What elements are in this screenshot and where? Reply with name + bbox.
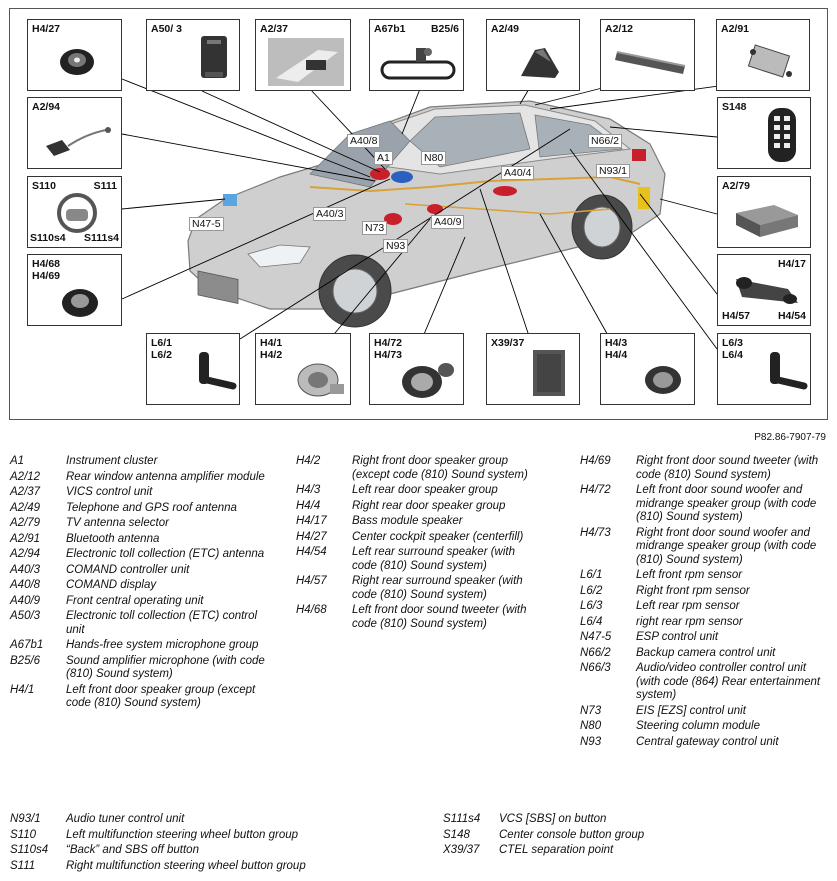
legend-description: Left front door speaker group (except code (810) Sound system) bbox=[66, 683, 256, 709]
legend-entry bbox=[580, 631, 825, 645]
callout-a2-79 bbox=[717, 176, 811, 248]
module-blue-2 bbox=[223, 194, 237, 206]
legend-entry bbox=[10, 655, 265, 682]
control-unit-icon bbox=[197, 32, 231, 84]
car-tag-a40-9: A40/9 bbox=[431, 215, 464, 229]
rear-speaker-icon bbox=[641, 360, 687, 400]
callout-label: H4/1 bbox=[260, 337, 283, 349]
legend-description: Right rear surround speaker (with code (810) Sound system) bbox=[352, 575, 523, 601]
legend-code: H4/68 bbox=[296, 604, 327, 616]
callout-label: A2/12 bbox=[605, 23, 634, 35]
car-tag-n93-1: N93/1 bbox=[596, 164, 630, 178]
legend-code: H4/3 bbox=[296, 484, 321, 496]
legend-entry bbox=[580, 569, 825, 583]
legend-description: Rear window antenna amplifier module bbox=[66, 470, 265, 483]
legend-code: N93/1 bbox=[10, 813, 41, 825]
legend-description: Right front door sound woofer and midrange speaker group (with code (810) Sound system) bbox=[636, 526, 817, 566]
legend-code: N47-5 bbox=[580, 631, 612, 643]
legend-description: Bass module speaker bbox=[352, 515, 463, 527]
wiring-location-diagram bbox=[9, 8, 828, 420]
callout-l6-1 bbox=[146, 333, 240, 405]
callout-label: L6/2 bbox=[151, 349, 173, 361]
tv-selector-icon bbox=[730, 199, 802, 241]
car-tag-a1: A1 bbox=[374, 151, 393, 165]
callout-label: H4/68 bbox=[32, 258, 61, 270]
legend-entry bbox=[580, 455, 825, 482]
legend-entry bbox=[10, 610, 265, 637]
callout-label: A2/49 bbox=[491, 23, 520, 35]
legend-column-5 bbox=[443, 813, 823, 860]
car-tag-n93: N93 bbox=[383, 239, 408, 253]
callout-label: X39/37 bbox=[491, 337, 525, 349]
legend-description: Left front door sound woofer and midrange speaker group (with code (810) Sound system) bbox=[636, 484, 817, 523]
legend-entry bbox=[296, 531, 536, 545]
legend-description: CTEL separation point bbox=[499, 844, 614, 856]
legend-entry bbox=[296, 604, 536, 631]
callout-steering bbox=[27, 176, 122, 248]
legend-description: Right front door speaker group (except code (810) Sound system) bbox=[352, 455, 528, 481]
legend-description: Audio/video controller control unit (with code (864) Rear entertainment system) bbox=[636, 662, 821, 701]
vics-unit-icon bbox=[268, 38, 344, 86]
legend-description: Instrument cluster bbox=[66, 455, 158, 467]
legend-code: A2/49 bbox=[10, 501, 41, 514]
legend-code: N93 bbox=[580, 735, 602, 748]
tweeter-icon bbox=[58, 283, 104, 323]
legend-entry bbox=[580, 600, 825, 614]
speaker-icon bbox=[56, 42, 98, 84]
legend-code: H4/72 bbox=[580, 484, 611, 496]
legend-code: L6/3 bbox=[580, 600, 603, 612]
legend-column-3 bbox=[580, 455, 825, 751]
callout-label: L6/3 bbox=[722, 337, 744, 349]
legend-description: Electronic toll collection (ETC) antenna bbox=[66, 548, 265, 560]
car-tag-a40-4: A40/4 bbox=[501, 166, 534, 180]
legend-code: A67b1 bbox=[10, 639, 44, 651]
legend-code: X39/37 bbox=[443, 844, 480, 856]
legend-description: Bluetooth antenna bbox=[66, 532, 160, 545]
callout-label: S110 bbox=[32, 180, 56, 192]
legend-code: H4/69 bbox=[580, 455, 611, 467]
legend-entry bbox=[580, 720, 825, 734]
steering-wheel-icon bbox=[54, 191, 100, 235]
car-tag-a40-3: A40/3 bbox=[313, 207, 346, 221]
car-tag-n66-2: N66/2 bbox=[588, 134, 622, 148]
legend-entry bbox=[443, 844, 823, 858]
legend-column-1 bbox=[10, 455, 265, 713]
callout-label: L6/1 bbox=[151, 337, 173, 349]
legend-code: H4/17 bbox=[296, 515, 327, 527]
legend-description: Sound amplifier microphone (with code (810) Sound system) bbox=[66, 654, 265, 680]
legend-code: H4/73 bbox=[580, 526, 611, 539]
legend-code: A50/3 bbox=[10, 610, 41, 622]
legend-entry bbox=[10, 455, 265, 469]
legend-entry bbox=[10, 502, 265, 516]
legend-entry bbox=[443, 829, 823, 843]
legend-entry bbox=[296, 500, 536, 514]
callout-label: H4/2 bbox=[260, 349, 283, 361]
legend-description: Left front rpm sensor bbox=[636, 569, 743, 581]
legend-code: A40/8 bbox=[10, 579, 41, 591]
car-tag-n80: N80 bbox=[421, 151, 446, 165]
legend-entry bbox=[10, 471, 265, 485]
legend-description: Left rear door speaker group bbox=[352, 484, 498, 496]
callout-label: H4/57 bbox=[722, 310, 751, 322]
legend-code: N66/3 bbox=[580, 662, 611, 674]
legend-entry bbox=[10, 533, 265, 547]
legend-code: S148 bbox=[443, 828, 470, 841]
legend-entry bbox=[580, 484, 825, 525]
legend-description: VCS [SBS] on button bbox=[499, 813, 607, 825]
legend-code: A2/91 bbox=[10, 532, 41, 545]
legend-entry bbox=[580, 616, 825, 630]
roof-antenna-icon bbox=[515, 40, 565, 84]
legend-description: TV antenna selector bbox=[66, 517, 169, 529]
legend-description: right rear rpm sensor bbox=[636, 615, 743, 628]
callout-label: H4/17 bbox=[777, 258, 806, 270]
legend-code: A2/79 bbox=[10, 517, 41, 529]
legend-code: N80 bbox=[580, 720, 602, 732]
callout-label: S111s4 bbox=[83, 232, 119, 244]
legend-code: H4/54 bbox=[296, 546, 327, 558]
legend-code: H4/4 bbox=[296, 499, 321, 512]
legend-code: H4/57 bbox=[296, 575, 327, 587]
legend-code: N73 bbox=[580, 704, 602, 717]
legend-code: N66/2 bbox=[580, 646, 611, 659]
callout-label: S110s4 bbox=[30, 232, 66, 244]
callout-label: A67b1 bbox=[374, 23, 406, 35]
legend-description: Center console button group bbox=[499, 828, 645, 841]
callout-label: L6/4 bbox=[722, 349, 744, 361]
legend-entry bbox=[10, 517, 265, 531]
legend-code: A2/12 bbox=[10, 470, 41, 483]
legend-code: B25/6 bbox=[10, 654, 41, 667]
rpm-sensor-icon bbox=[764, 348, 808, 394]
legend-description: Backup camera control unit bbox=[636, 646, 776, 659]
callout-h4-3 bbox=[600, 333, 695, 405]
callout-label: A2/37 bbox=[260, 23, 289, 35]
legend-entry bbox=[580, 585, 825, 599]
module-yellow bbox=[638, 187, 650, 209]
legend-description: VICS control unit bbox=[66, 486, 153, 498]
callout-label: H4/69 bbox=[32, 270, 61, 282]
callout-label: H4/73 bbox=[374, 349, 403, 361]
callout-label: A50/ 3 bbox=[151, 23, 182, 35]
callout-l6-3 bbox=[717, 333, 811, 405]
callout-x39-37 bbox=[486, 333, 580, 405]
legend-entry bbox=[580, 736, 825, 750]
legend-code: S111 bbox=[10, 859, 36, 872]
legend-code: S110s4 bbox=[10, 844, 49, 856]
legend-code: L6/1 bbox=[580, 569, 603, 581]
module-red-5 bbox=[632, 149, 646, 161]
door-speaker-icon bbox=[292, 356, 348, 400]
legend-entry bbox=[296, 484, 536, 498]
legend-description: Left rear rpm sensor bbox=[636, 600, 740, 612]
legend-code: L6/4 bbox=[580, 615, 603, 628]
woofer-icon bbox=[396, 358, 458, 402]
callout-label: H4/3 bbox=[605, 337, 628, 349]
legend-code: A2/37 bbox=[10, 486, 41, 498]
separation-point-icon bbox=[527, 346, 571, 402]
legend-code: A2/94 bbox=[10, 548, 41, 560]
callout-a2-49 bbox=[486, 19, 580, 91]
callout-label: S148 bbox=[722, 101, 747, 113]
mirror-icon bbox=[378, 44, 458, 84]
legend-description: Right multifunction steering wheel button group bbox=[66, 859, 306, 872]
legend-code: L6/2 bbox=[580, 584, 603, 597]
legend-entry bbox=[10, 579, 265, 593]
legend-description: Electronic toll collection (ETC) control unit bbox=[66, 610, 258, 636]
callout-s148 bbox=[717, 97, 811, 169]
legend-description: COMAND controller unit bbox=[66, 563, 190, 576]
legend-description: Steering column module bbox=[636, 720, 761, 732]
callout-label: A2/91 bbox=[721, 23, 750, 35]
module-red-2 bbox=[493, 186, 517, 196]
amplifier-module-icon bbox=[613, 44, 689, 80]
legend-description: Left multifunction steering wheel button group bbox=[66, 828, 299, 841]
legend-description: Hands-free system microphone group bbox=[66, 639, 259, 651]
legend-entry bbox=[10, 486, 265, 500]
legend-description: COMAND display bbox=[66, 579, 157, 591]
callout-label: A2/94 bbox=[32, 101, 61, 113]
legend-entry bbox=[296, 455, 536, 482]
legend-entry bbox=[10, 548, 265, 562]
legend-code: H4/27 bbox=[296, 530, 327, 543]
legend-description: Right front door sound tweeter (with code (810) Sound system) bbox=[636, 455, 819, 481]
legend-code: A40/9 bbox=[10, 594, 41, 607]
callout-label: B25/6 bbox=[430, 23, 459, 35]
legend-entry bbox=[443, 813, 823, 827]
callout-a2-12 bbox=[600, 19, 695, 91]
legend-column-4 bbox=[10, 813, 430, 875]
car-tag-a40-8: A40/8 bbox=[347, 134, 380, 148]
legend-code: A1 bbox=[10, 455, 25, 467]
legend-column-2 bbox=[296, 455, 536, 633]
legend-code: H4/1 bbox=[10, 683, 35, 696]
callout-a2-37 bbox=[255, 19, 351, 91]
legend-description: ESP control unit bbox=[636, 631, 719, 643]
module-red-3 bbox=[427, 204, 443, 214]
callout-label: S111 bbox=[93, 180, 117, 192]
legend-entry bbox=[10, 684, 265, 711]
callout-h4-72 bbox=[369, 333, 464, 405]
legend-description: Audio tuner control unit bbox=[66, 813, 185, 825]
legend-entry bbox=[10, 829, 430, 843]
callout-a50-3 bbox=[146, 19, 240, 91]
legend-entry bbox=[10, 844, 430, 858]
callout-a2-94 bbox=[27, 97, 122, 169]
button-group-icon bbox=[762, 106, 802, 166]
callout-h4-17 bbox=[717, 254, 811, 326]
callout-h4-68 bbox=[27, 254, 122, 326]
callout-label: H4/4 bbox=[605, 349, 628, 361]
legend-code: A40/3 bbox=[10, 563, 41, 576]
car-tag-n73: N73 bbox=[362, 221, 387, 235]
car-tag-n47-5: N47-5 bbox=[189, 217, 224, 231]
legend-entry bbox=[580, 705, 825, 719]
callout-label: H4/72 bbox=[374, 337, 403, 349]
reference-number: P82.86-7907-79 bbox=[754, 432, 826, 443]
callout-h4-27 bbox=[27, 19, 122, 91]
legend-description: Left front door sound tweeter (with code (810) Sound system) bbox=[352, 604, 527, 630]
module-red-1 bbox=[370, 168, 390, 180]
legend-description: Center cockpit speaker (centerfill) bbox=[352, 530, 524, 543]
callout-a67b1-b25-6 bbox=[369, 19, 464, 91]
legend-description: Right front rpm sensor bbox=[636, 584, 750, 597]
etc-antenna-icon bbox=[36, 120, 116, 164]
callout-h4-1 bbox=[255, 333, 351, 405]
bluetooth-antenna-icon bbox=[743, 42, 799, 82]
legend-description: “Back” and SBS off button bbox=[66, 844, 199, 856]
legend-description: Telephone and GPS roof antenna bbox=[66, 501, 237, 514]
legend-description: Central gateway control unit bbox=[636, 735, 779, 748]
legend-entry bbox=[10, 813, 430, 827]
callout-a2-91 bbox=[716, 19, 810, 91]
legend-entry bbox=[10, 564, 265, 578]
module-blue-1 bbox=[391, 171, 413, 183]
legend-code: S110 bbox=[10, 828, 37, 841]
callout-label: H4/27 bbox=[32, 23, 61, 35]
legend-description: Front central operating unit bbox=[66, 594, 204, 607]
legend-entry bbox=[10, 639, 265, 653]
legend-description: Left rear surround speaker (with code (810) Sound system) bbox=[352, 546, 515, 572]
legend-code: H4/2 bbox=[296, 455, 321, 467]
legend-entry bbox=[296, 546, 536, 573]
legend-entry bbox=[10, 860, 430, 874]
legend-entry bbox=[580, 647, 825, 661]
legend-entry bbox=[296, 575, 536, 602]
legend-code: S111s4 bbox=[443, 813, 481, 825]
legend-entry bbox=[580, 527, 825, 568]
legend-description: Right rear door speaker group bbox=[352, 499, 506, 512]
rpm-sensor-icon bbox=[193, 348, 237, 394]
bass-module-icon bbox=[732, 269, 802, 309]
legend-entry bbox=[296, 515, 536, 529]
callout-label: H4/54 bbox=[777, 310, 806, 322]
legend-entry bbox=[580, 662, 825, 703]
legend-description: EIS [EZS] control unit bbox=[636, 704, 746, 717]
legend-entry bbox=[10, 595, 265, 609]
callout-label: A2/79 bbox=[722, 180, 751, 192]
